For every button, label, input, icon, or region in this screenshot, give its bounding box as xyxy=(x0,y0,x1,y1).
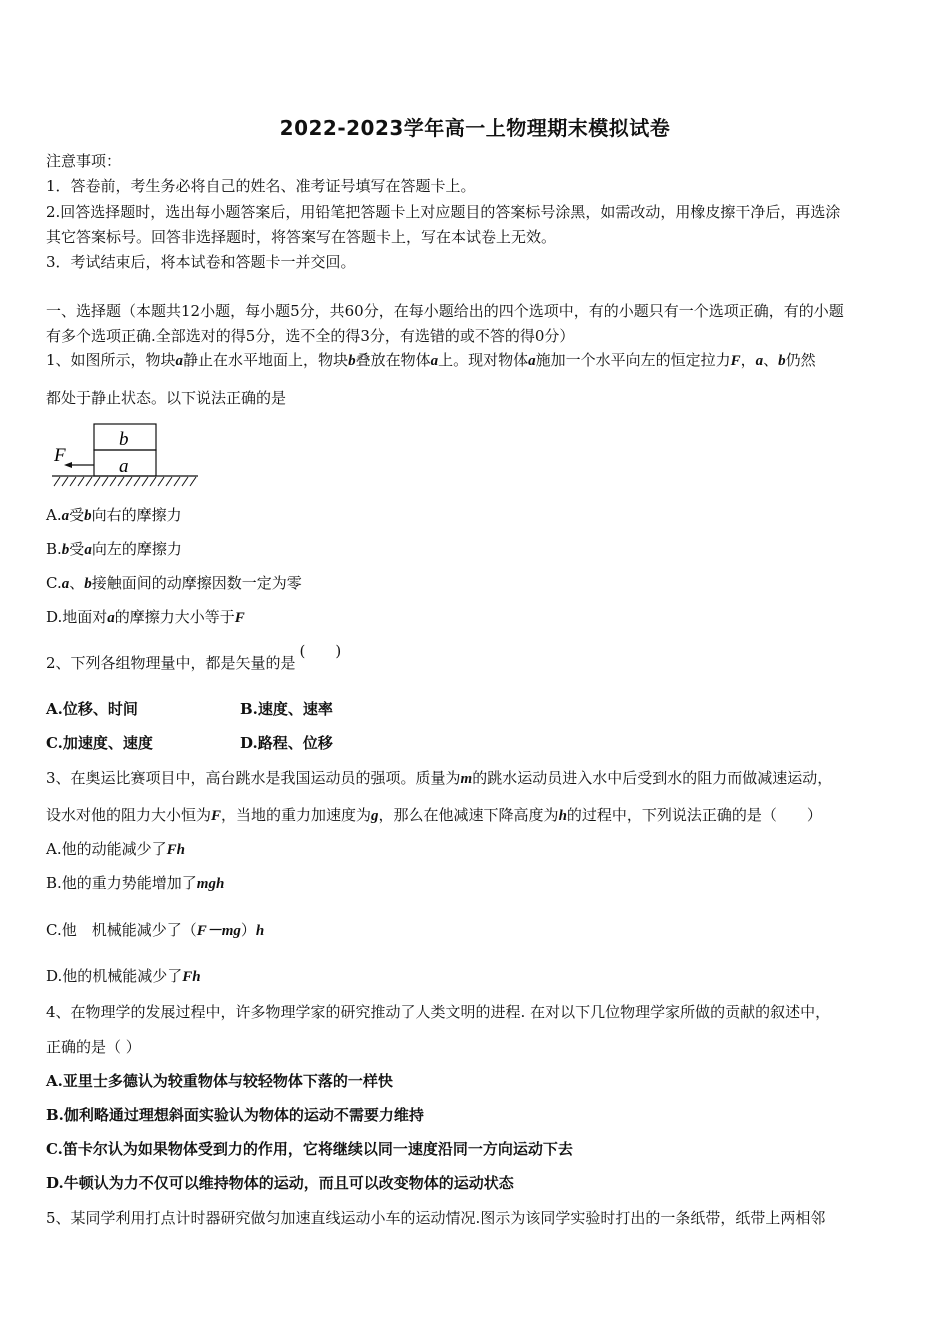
q2-option-b: B.速度、速率 xyxy=(240,700,333,718)
q2-option-d: D.路程、位移 xyxy=(240,734,333,752)
notice-item-2-cont: 其它答案标号。回答非选择题时，将答案写在答题卡上，写在本试卷上无效。 xyxy=(46,228,557,246)
q3-option-d: D.他的机械能减少了Fh xyxy=(46,967,201,985)
section-heading: 一、选择题（本题共12小题，每小题5分，共60分，在每小题给出的四个选项中，有的小题只有一个选项正确，有的小题 xyxy=(46,302,844,320)
q1-option-c: C.a、b接触面间的动摩擦因数一定为零 xyxy=(46,574,302,592)
q4-option-a: A.亚里士多德认为较重物体与较轻物体下落的一样快 xyxy=(46,1072,393,1090)
q2-answer-paren: ( ) xyxy=(299,642,342,660)
q4-stem-line2: 正确的是（ ） xyxy=(46,1038,141,1056)
q2-options-row1 xyxy=(46,698,908,720)
label-a: a xyxy=(119,456,129,477)
q1-option-d: D.地面对a的摩擦力大小等于F xyxy=(46,608,245,626)
q1-stem-line1: 1、如图所示，物块a静止在水平地面上，物块b叠放在物体a上。现对物体a施加一个水平向左的恒定拉力F，a、b仍然 xyxy=(46,351,816,369)
q4-option-c: C.笛卡尔认为如果物体受到力的作用，它将继续以同一速度沿同一方向运动下去 xyxy=(46,1140,573,1158)
notice-heading: 注意事项： xyxy=(46,152,122,170)
label-F: F xyxy=(54,445,66,466)
q1-option-a: A.a受b向右的摩擦力 xyxy=(46,506,182,524)
q1-stem-line2: 都处于静止状态。以下说法正确的是 xyxy=(46,389,287,407)
q2-stem: 2、下列各组物理量中，都是矢量的是( ) xyxy=(46,642,342,672)
q1-option-b: B.b受a向左的摩擦力 xyxy=(46,540,182,558)
notice-item-3: 3．考试结束后，将本试卷和答题卡一并交回。 xyxy=(46,253,356,271)
q4-stem-line1: 4、在物理学的发展过程中，许多物理学家的研究推动了人类文明的进程. 在对以下几位物理学家所做的贡献的叙述中， xyxy=(46,1003,831,1021)
q3-stem-line2: 设水对他的阻力大小恒为F，当地的重力加速度为g，那么在他减速下降高度为h的过程中，下列说法正确的是（ ） xyxy=(46,806,822,824)
exam-title: 2022-2023学年高一上物理期末模拟试卷 xyxy=(279,116,671,140)
q2-option-a: A.位移、时间 xyxy=(46,700,138,718)
q3-stem-line1: 3、在奥运比赛项目中，高台跳水是我国运动员的强项。质量为m的跳水运动员进入水中后受到水的阻力而做减速运动， xyxy=(46,769,833,787)
q3-option-b: B.他的重力势能增加了mgh xyxy=(46,874,225,892)
ground-hatch xyxy=(54,477,196,486)
q4-option-d: D.牛顿认为力不仅可以维持物体的运动，而且可以改变物体的运动状态 xyxy=(46,1174,514,1192)
q5-stem-line1: 5、某同学利用打点计时器研究做匀加速直线运动小车的运动情况.图示为该同学实验时打出的一条纸带，纸带上两相邻 xyxy=(46,1209,826,1227)
q2-option-c: C.加速度、速度 xyxy=(46,734,153,752)
notice-item-2: 2.回答选择题时，选出每小题答案后，用铅笔把答题卡上对应题目的答案标号涂黑，如需改动，用橡皮擦干净后，再选涂 xyxy=(46,203,841,221)
q3-option-c: C.他 机械能减少了（F－mg）h xyxy=(46,921,265,939)
label-b: b xyxy=(119,429,129,450)
q1-figure-blocks xyxy=(48,418,208,490)
q4-option-b: B.伽利略通过理想斜面实验认为物体的运动不需要力维持 xyxy=(46,1106,424,1124)
q2-options-row2 xyxy=(46,732,908,754)
notice-item-1: 1．答卷前，考生务必将自己的姓名、准考证号填写在答题卡上。 xyxy=(46,177,476,195)
q3-option-a: A.他的动能减少了Fh xyxy=(46,840,185,858)
section-heading-cont: 有多个选项正确.全部选对的得5分，选不全的得3分，有选错的或不答的得0分） xyxy=(46,327,575,345)
